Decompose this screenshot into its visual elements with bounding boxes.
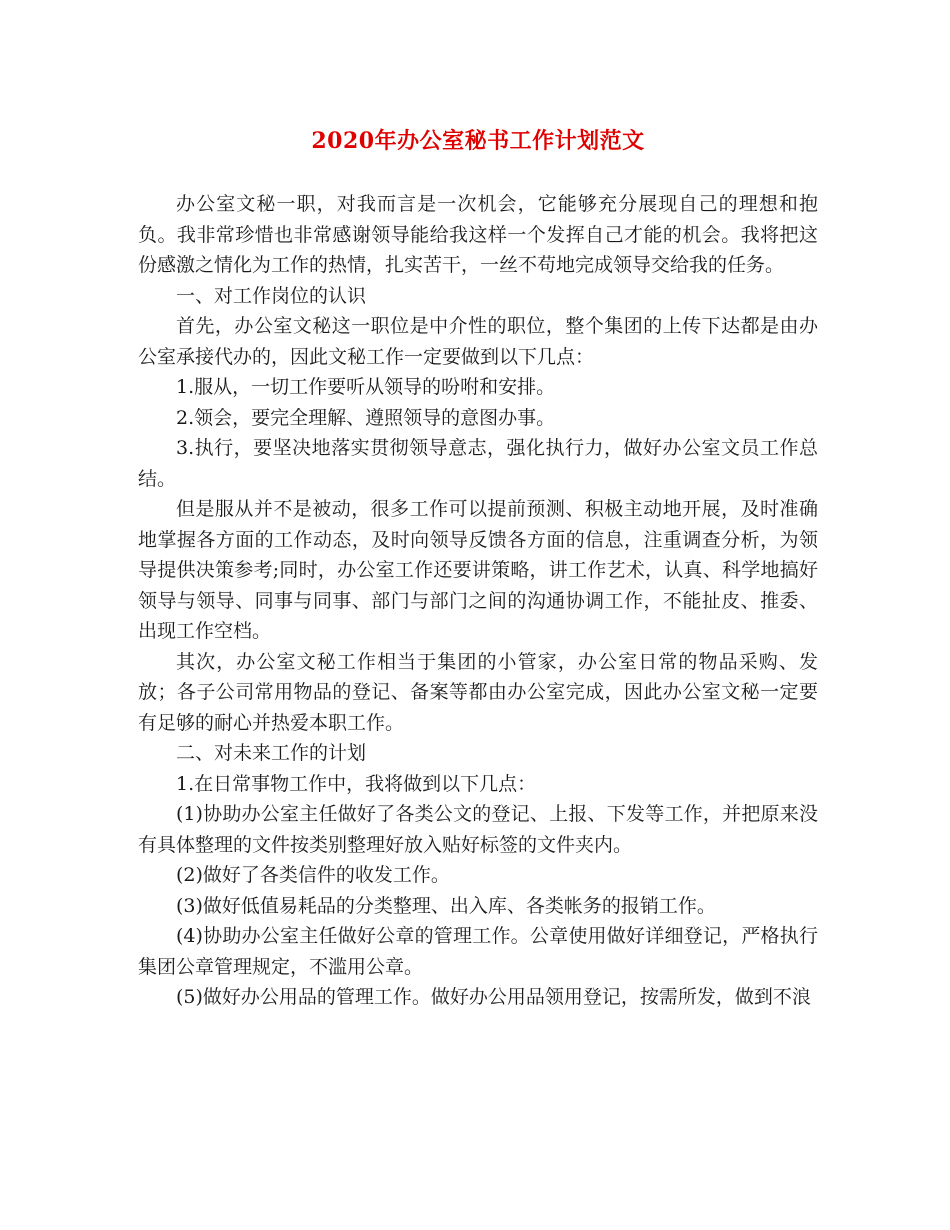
paragraph: 其次，办公室文秘工作相当于集团的小管家，办公室日常的物品采购、发放；各子公司常用物品的登记、备案等都由办公室完成，因此办公室文秘一定要有足够的耐心并热爱本职工作。 (138, 650, 818, 734)
document-body (138, 189, 818, 1013)
section-heading-1: 一、对工作岗位的认识 (176, 284, 367, 307)
sub-list-item: (1)协助办公室主任做好了各类公文的登记、上报、下发等工作，并把原来没有具体整理的文件按类别整理好放入贴好标签的文件夹内。 (138, 803, 818, 856)
sub-list-item: (5)做好办公用品的管理工作。做好办公用品领用登记，按需所发，做到不浪 (176, 986, 811, 1008)
paragraph: 但是服从并不是被动，很多工作可以提前预测、积极主动地开展，及时准确地掌握各方面的工作动态，及时向领导反馈各方面的信息，注重调查分析，为领导提供决策参考;同时，办公室工作还要讲策略，讲工作艺术，认真、科学地搞好领导与领导、同事与同事、部门与部门之间的沟通协调工作，不能扯皮、推委、出现工作空档。 (138, 498, 818, 642)
list-item: 2.领会，要完全理解、遵照领导的意图办事。 (176, 406, 556, 429)
sub-list-item: (3)做好低值易耗品的分类整理、出入库、各类帐务的报销工作。 (176, 894, 716, 917)
list-item: 3.执行，要坚决地落实贯彻领导意志，强化执行力，做好办公室文员工作总结。 (138, 437, 818, 490)
list-item: 1.服从，一切工作要听从领导的吩咐和安排。 (176, 376, 556, 398)
paragraph-intro: 办公室文秘一职，对我而言是一次机会，它能够充分展现自己的理想和抱负。我非常珍惜也非常感谢领导能给我这样一个发挥自己才能的机会。我将把这份感激之情化为工作的热情，扎实苦干，一丝不苟地完成领导交给我的任务。 (138, 193, 818, 276)
section-heading-2: 二、对未来工作的计划 (176, 742, 367, 764)
sub-list-item: (4)协助办公室主任做好公章的管理工作。公章使用做好详细登记，严格执行集团公章管理规定，不滥用公章。 (138, 925, 818, 978)
document-title: 2020年办公室秘书工作计划范文 (311, 128, 645, 154)
list-item: 1.在日常事物工作中，我将做到以下几点： (176, 772, 537, 795)
paragraph: 首先，办公室文秘这一职位是中介性的职位，整个集团的上传下达都是由办公室承接代办的，因此文秘工作一定要做到以下几点： (138, 315, 818, 368)
sub-list-item: (2)做好了各类信件的收发工作。 (176, 864, 450, 886)
